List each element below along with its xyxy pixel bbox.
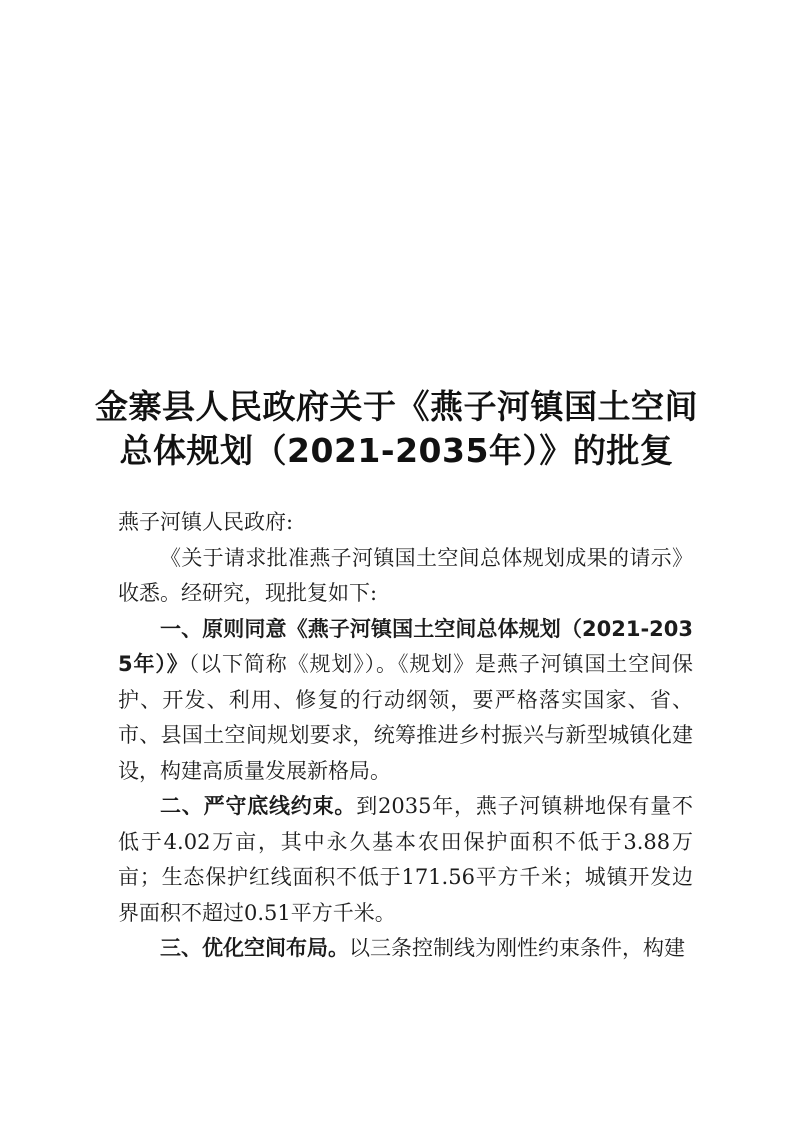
document-title-line-2: 总体规划（2021-2035年）》的批复 bbox=[119, 431, 674, 470]
section-2-heading: 二、严守底线约束。 bbox=[160, 794, 357, 818]
section-2-body: 到2035年，燕子河镇耕地保有量不低于4.02万亩，其中永久基本农田保护面积不低于3.88万亩；生态保护红线面积不低于171.56平方千米；城镇开发边界面积不超过0.51平方千米。 bbox=[118, 794, 693, 925]
document-body bbox=[118, 505, 693, 967]
section-3-heading: 三、优化空间布局。 bbox=[160, 936, 349, 960]
document-title-line-1: 金寨县人民政府关于《燕子河镇国土空间 bbox=[95, 387, 698, 426]
section-1-heading: 一、原则同意《燕子河镇国土空间总体规划（2021-2035年）》 bbox=[118, 616, 693, 676]
section-2 bbox=[118, 789, 693, 931]
salutation: 燕子河镇人民政府: bbox=[118, 510, 294, 534]
section-3-body: 以三条控制线为刚性约束条件，构建 bbox=[349, 936, 685, 960]
section-1 bbox=[118, 612, 693, 790]
section-1-body: （以下简称《规划》）。《规划》是燕子河镇国土空间保护、开发、利用、修复的行动纲领，要严格落实国家、省、市、县国土空间规划要求，统筹推进乡村振兴与新型城镇化建设，构建高质量发展新格局。 bbox=[118, 652, 693, 783]
paragraph-request-receipt: 《关于请求批准燕子河镇国土空间总体规划成果的请示》收悉。经研究，现批复如下: bbox=[118, 545, 693, 605]
section-3 bbox=[118, 931, 693, 967]
